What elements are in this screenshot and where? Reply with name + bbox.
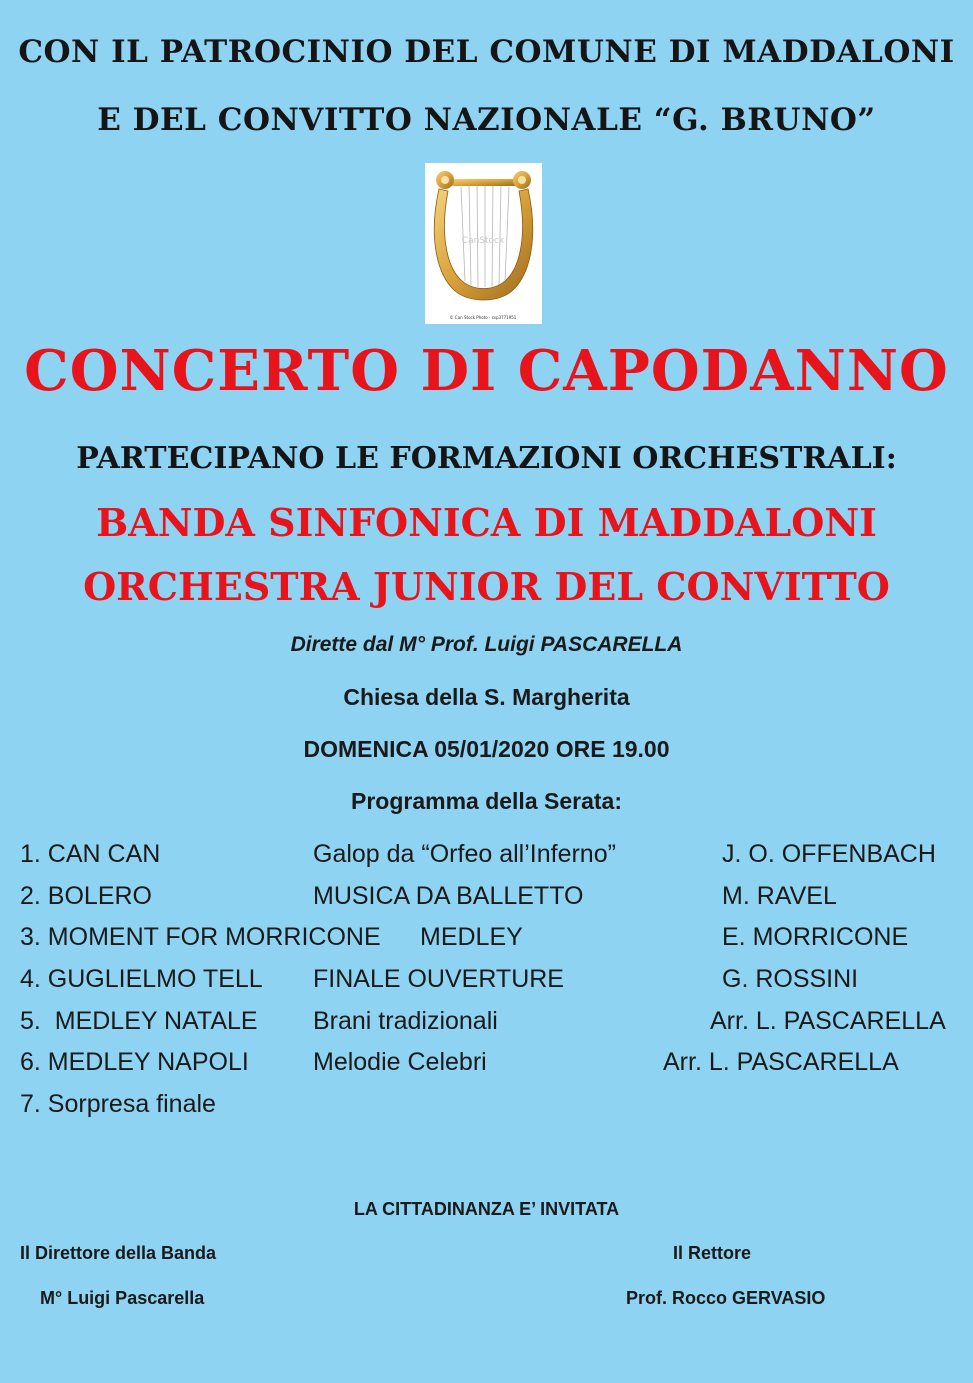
left-signature-name: M° Luigi Pascarella xyxy=(40,1288,205,1308)
patronage-line-1: CON IL PATROCINIO DEL COMUNE DI MADDALONI xyxy=(18,34,955,70)
program-item xyxy=(0,1048,973,1082)
lyre-image xyxy=(425,163,542,324)
concert-title: CONCERTO DI CAPODANNO xyxy=(24,338,949,404)
program-description: Galop da “Orfeo all’Inferno” xyxy=(313,840,616,868)
program-item xyxy=(0,1090,973,1124)
patronage-line-2: E DEL CONVITTO NAZIONALE “G. BRUNO” xyxy=(97,102,876,138)
right-signature-role: Il Rettore xyxy=(673,1243,752,1263)
left-signature-role: Il Direttore della Banda xyxy=(20,1243,217,1263)
image-credit: © Can Stock Photo - csp3771951 xyxy=(449,315,517,320)
program-title: 5. MEDLEY NATALE xyxy=(20,1007,258,1035)
program-composer: G. ROSSINI xyxy=(722,965,859,993)
program-composer: E. MORRICONE xyxy=(722,923,909,951)
program-composer: Arr. L. PASCARELLA xyxy=(663,1048,899,1076)
program-item xyxy=(0,882,973,916)
right-signature-name: Prof. Rocco GERVASIO xyxy=(626,1288,826,1308)
program-title: 3. MOMENT FOR MORRICONE xyxy=(20,923,381,951)
date-time: DOMENICA 05/01/2020 ORE 19.00 xyxy=(303,736,670,762)
program-item xyxy=(0,840,973,874)
ensemble-1: BANDA SINFONICA DI MADDALONI xyxy=(96,500,877,545)
program-item xyxy=(0,965,973,999)
invitation: LA CITTADINANZA E’ INVITATA xyxy=(353,1199,620,1219)
watermark-text: CanStock xyxy=(461,236,505,246)
program-title: 1. CAN CAN xyxy=(20,840,161,868)
program-title: 7. Sorpresa finale xyxy=(20,1090,216,1118)
ensembles-intro: PARTECIPANO LE FORMAZIONI ORCHESTRALI: xyxy=(76,441,897,476)
program-title: 4. GUGLIELMO TELL xyxy=(20,965,263,993)
director-line: Dirette dal M° Prof. Luigi PASCARELLA xyxy=(290,633,683,656)
program-item xyxy=(0,1007,973,1041)
ensemble-2: ORCHESTRA JUNIOR DEL CONVITTO xyxy=(83,564,890,609)
program-composer: M. RAVEL xyxy=(722,882,837,910)
program-description: FINALE OUVERTURE xyxy=(313,965,564,993)
venue: Chiesa della S. Margherita xyxy=(343,684,630,710)
program-description: Brani tradizionali xyxy=(313,1007,498,1035)
lyre-icon xyxy=(425,163,542,324)
program-title: 6. MEDLEY NAPOLI xyxy=(20,1048,249,1076)
program-composer: Arr. L. PASCARELLA xyxy=(710,1007,946,1035)
program-heading: Programma della Serata: xyxy=(350,788,622,814)
program-composer: J. O. OFFENBACH xyxy=(722,840,936,868)
program-description: MEDLEY xyxy=(420,923,523,951)
program-description: MUSICA DA BALLETTO xyxy=(313,882,584,910)
program-title: 2. BOLERO xyxy=(20,882,152,910)
program-description: Melodie Celebri xyxy=(313,1048,487,1076)
program-item xyxy=(0,923,973,957)
